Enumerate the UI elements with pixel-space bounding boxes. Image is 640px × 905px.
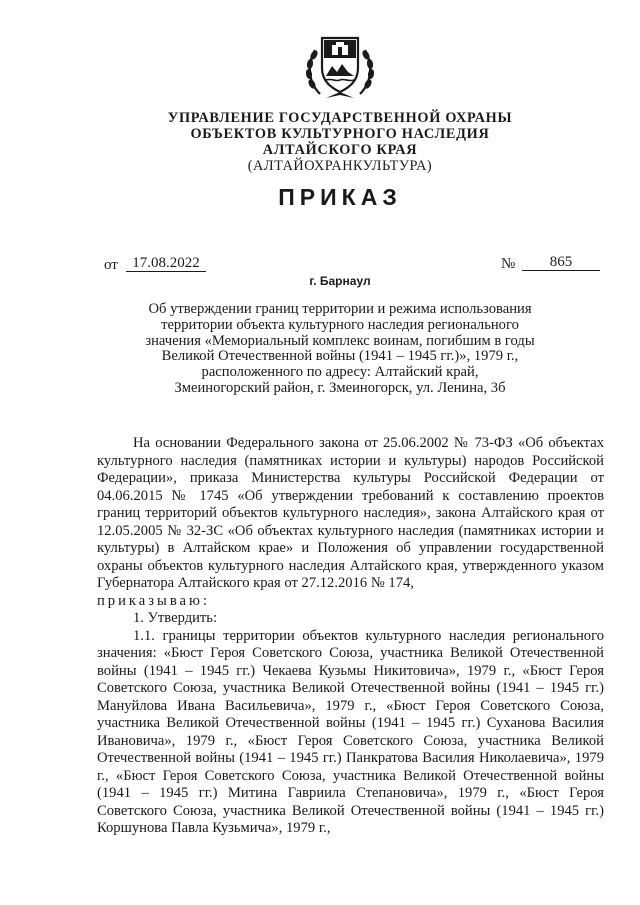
subject-line: значения «Мемориальный комплекс воинам, погибшим в годы bbox=[145, 332, 535, 349]
document-title: ПРИКАЗ bbox=[278, 184, 402, 210]
org-name-line-3: АЛТАЙСКОГО КРАЯ bbox=[262, 142, 418, 158]
coat-of-arms-icon bbox=[302, 28, 378, 104]
subject-line: Великой Отечественной войны (1941 – 1945 гг.)», 1979 г., bbox=[161, 348, 519, 365]
order-subject bbox=[90, 302, 590, 397]
order-number: 865 bbox=[522, 254, 600, 271]
org-name-line-2: ОБЪЕКТОВ КУЛЬТУРНОГО НАСЛЕДИЯ bbox=[190, 126, 490, 142]
city: г. Барнаул bbox=[309, 274, 371, 288]
number-label: № bbox=[501, 256, 516, 272]
subject-line: территории объекта культурного наследия регионального bbox=[161, 316, 519, 333]
order-word: приказываю: bbox=[97, 592, 210, 609]
org-short-name: (АЛТАЙОХРАНКУЛЬТУРА) bbox=[247, 158, 433, 174]
order-date: 17.08.2022 bbox=[126, 255, 206, 272]
preamble-paragraph: На основании Федерального закона от 25.06.2002 № 73-ФЗ «Об объектах культурного наследия (памятниках истории и культуры) народов Российской Федерации», приказа Министерства культуры Российской Федерации от 04.06.2015 № 1745 «Об утверждении требований к составлению проектов границ территорий объектов культурного наследия», закона Алтайского края от 12.05.2005 № 32-ЗС «Об объектах культурного наследия (памятниках истории и культуры) в Алтайском крае» и Положения об управлении государственной охраны объектов культурного наследия Алтайского края, утвержденного указом Губернатора Алтайского края от 27.12.2016 № 174, bbox=[97, 435, 604, 591]
order-body bbox=[97, 435, 604, 838]
item-1-1: 1.1. границы территории объектов культурного наследия регионального значения: «Бюст Героя Советского Союза, участника Великой Отечественной войны (1941 – 1945 гг.) Чекаева Кузьмы Никитовича», 1979 г., «Бюст Героя Советского Союза, участника Великой Отечественной войны (1941 – 1945 гг.) Мануйлова Ивана Васильевича», 1979 г., «Бюст Героя Советского Союза, участника Великой Отечественной войны (1941 – 1945 гг.) Суханова Василия Ивановича», 1979 г., «Бюст Героя Советского Союза, участника Великой Отечественной войны (1941 – 1945 гг.) Панкратова Василия Николаевича», 1979 г., «Бюст Героя Советского Союза, участника Великой Отечественной войны (1941 – 1945 гг.) Митина Гавриила Степановича», 1979 г., «Бюст Героя Советского Союза, участника Великой Отечественной войны (1941 – 1945 гг.) Коршунова Павла Кузьмича», 1979 г., bbox=[97, 627, 604, 836]
subject-line: расположенного по адресу: Алтайский край, bbox=[201, 364, 479, 381]
subject-line: Змеиногорский район, г. Змеиногорск, ул. Ленина, 3б bbox=[174, 379, 506, 396]
subject-line: Об утверждении границ территории и режима использования bbox=[148, 301, 532, 317]
item-1: 1. Утвердить: bbox=[133, 610, 218, 626]
date-label: от bbox=[104, 257, 118, 273]
org-name-line-1: УПРАВЛЕНИЕ ГОСУДАРСТВЕННОЙ ОХРАНЫ bbox=[167, 110, 513, 126]
